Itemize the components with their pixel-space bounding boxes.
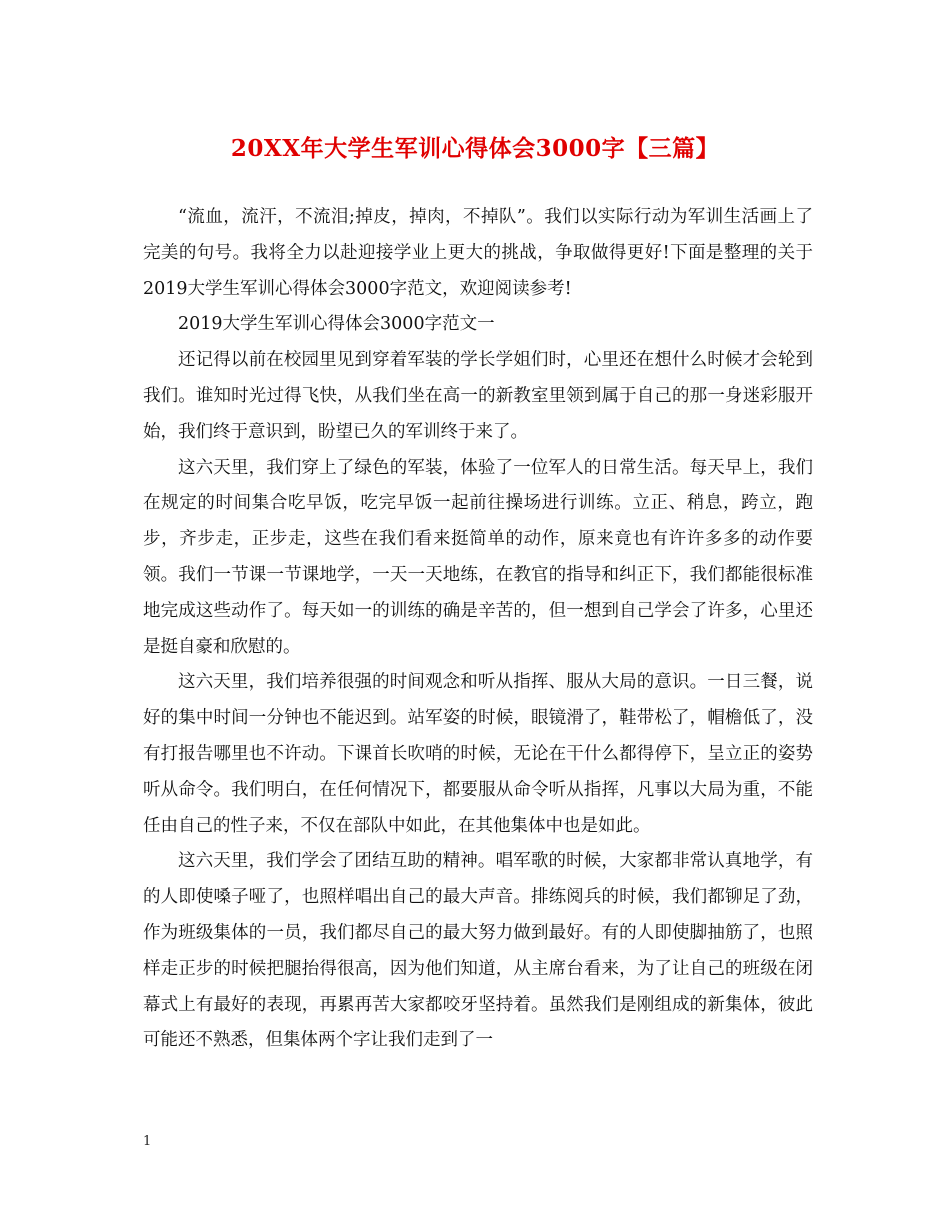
paragraph: 这六天里，我们穿上了绿色的军装，体验了一位军人的日常生活。每天早上，我们在规定的时间集合吃早饭，吃完早饭一起前往操场进行训练。立正、稍息，跨立，跑步，齐步走，正步走，这些在我们看来挺简单的动作，原来竟也有许许多多的动作要领。我们一节课一节课地学，一天一天地练，在教官的指导和纠正下，我们都能很标准地完成这些动作了。每天如一的训练的确是辛苦的，但一想到自己学会了许多，心里还是挺自豪和欣慰的。 <box>143 457 813 657</box>
document-title: 20XX年大学生军训心得体会3000字【三篇】 <box>230 135 720 162</box>
paragraph: 这六天里，我们学会了团结互助的精神。唱军歌的时候，大家都非常认真地学，有的人即使嗓子哑了，也照样唱出自己的最大声音。排练阅兵的时候，我们都铆足了劲，作为班级集体的一员，我们都尽自己的最大努力做到最好。有的人即使脚抽筋了，也照样走正步的时候把腿抬得很高，因为他们知道，从主席台看来，为了让自己的班级在闭幕式上有最好的表现，再累再苦大家都咬牙坚持着。虽然我们是刚组成的新集体，彼此可能还不熟悉，但集体两个字让我们走到了一 <box>143 851 813 1051</box>
section-heading: 2019大学生军训心得体会3000字范文一 <box>178 314 495 335</box>
page-number: 1 <box>143 1134 152 1149</box>
paragraph: 这六天里，我们培养很强的时间观念和听从指挥、服从大局的意识。一日三餐，说好的集中时间一分钟也不能迟到。站军姿的时候，眼镜滑了，鞋带松了，帽檐低了，没有打报告哪里也不许动。下课首长吹哨的时候，无论在干什么都得停下，呈立正的姿势听从命令。我们明白，在任何情况下，都要服从命令听从指挥，凡事以大局为重，不能任由自己的性子来，不仅在部队中如此，在其他集体中也是如此。 <box>143 672 813 836</box>
paragraph-intro: “流血，流汗，不流泪;掉皮，掉肉，不掉队”。我们以实际行动为军训生活画上了完美的句号。我将全力以赴迎接学业上更大的挑战，争取做得更好!下面是整理的关于2019大学生军训心得体会3000字范文，欢迎阅读参考! <box>143 207 813 299</box>
paragraph: 还记得以前在校园里见到穿着军装的学长学姐们时，心里还在想什么时候才会轮到我们。谁知时光过得飞快，从我们坐在高一的新教室里领到属于自己的那一身迷彩服开始，我们终于意识到，盼望已久的军训终于来了。 <box>143 350 813 442</box>
document-body <box>143 200 813 1059</box>
